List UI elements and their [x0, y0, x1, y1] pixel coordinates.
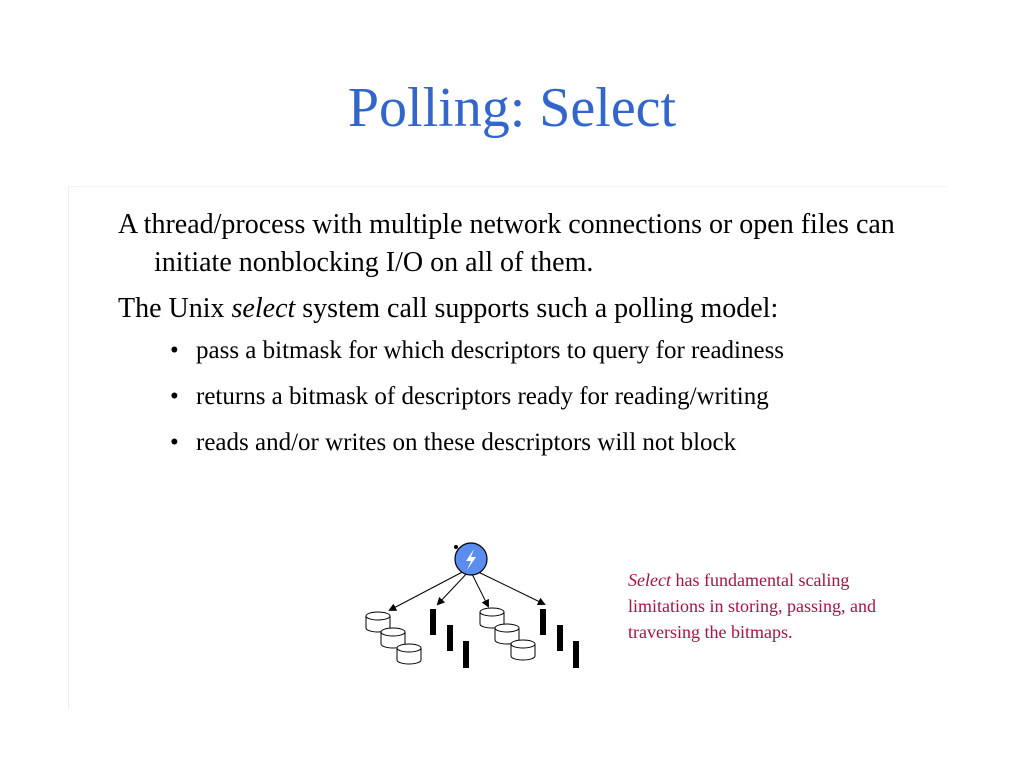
bullet-text: returns a bitmask of descriptors ready for reading/writing: [196, 383, 769, 410]
bullet-item: [170, 382, 938, 412]
bullet-text: pass a bitmask for which descriptors to query for readiness: [196, 337, 785, 364]
paragraph-select: [118, 290, 938, 328]
paragraph-intro: A thread/process with multiple network connections or open files can initiate nonblocking I/O on all of them.: [118, 209, 895, 278]
process-node-icon: [454, 543, 487, 575]
scaling-note: [628, 567, 928, 645]
note-emphasis: Select: [628, 570, 671, 590]
disk-stack-icon: [366, 612, 421, 664]
bullet-item: [170, 336, 938, 366]
polling-diagram: [360, 538, 590, 673]
note-text: has fundamental scaling limitations in storing, passing, and traversing the bitmaps.: [628, 570, 876, 642]
bullet-dot-icon: •: [170, 383, 179, 410]
paragraph-select-before: The Unix: [118, 293, 232, 324]
bullet-list: [118, 336, 938, 458]
bullet-text: reads and/or writes on these descriptors will not block: [196, 429, 737, 456]
bullet-dot-icon: •: [170, 337, 179, 364]
bullet-item: [170, 428, 938, 458]
slide-title: Polling: Select: [347, 77, 677, 139]
bullet-dot-icon: •: [170, 429, 179, 456]
paragraph-select-after: system call supports such a polling model:: [295, 293, 779, 324]
select-emphasis: select: [231, 293, 296, 324]
file-bars-icon: [430, 609, 469, 668]
disk-stack-icon: [480, 608, 535, 660]
top-divider: [68, 186, 948, 187]
left-divider: [68, 186, 69, 710]
file-bars-icon: [540, 609, 579, 668]
slide-body: [118, 206, 938, 474]
